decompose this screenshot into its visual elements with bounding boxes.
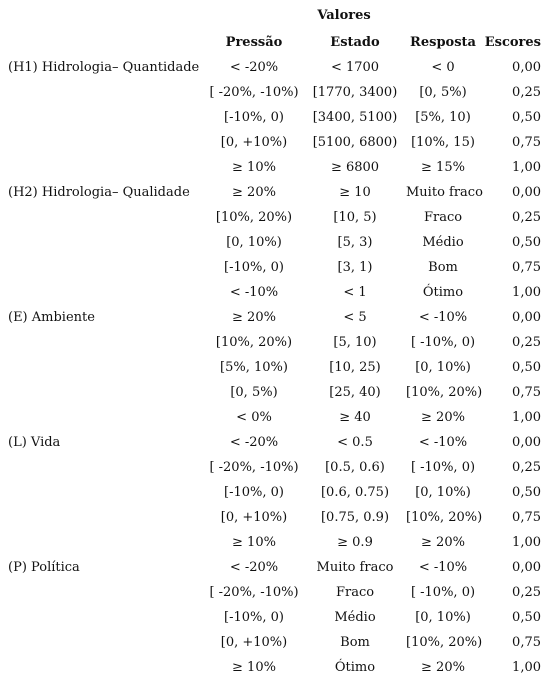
estado-cell: ≥ 40	[339, 410, 371, 425]
escore-cell: 0,50	[512, 360, 541, 375]
table-row	[0, 255, 549, 280]
estado-cell: ≥ 0.9	[337, 535, 373, 550]
table-row	[0, 305, 549, 330]
table-body	[0, 55, 549, 680]
escore-cell: 0,00	[512, 435, 541, 450]
table-row	[0, 155, 549, 180]
escore-cell: 1,00	[512, 535, 541, 550]
table-row	[0, 505, 549, 530]
estado-cell: Muito fraco	[316, 560, 394, 575]
table-row	[0, 480, 549, 505]
estado-cell: [10, 5)	[333, 210, 377, 225]
estado-cell: Médio	[334, 610, 376, 625]
pressao-cell: [-10%, 0)	[224, 610, 284, 625]
estado-cell: [0.6, 0.75)	[320, 485, 390, 500]
indicator-name: (L) Vida	[8, 435, 61, 450]
resposta-cell: [ -10%, 0)	[410, 460, 476, 475]
pressao-cell: ≥ 10%	[232, 660, 276, 675]
pressao-cell: [0, +10%)	[220, 635, 288, 650]
indicator-name-empty	[0, 480, 204, 505]
resposta-cell: [0, 10%)	[415, 610, 471, 625]
resposta-cell: [0, 10%)	[415, 360, 471, 375]
indicator-column-header	[0, 30, 204, 55]
column-header-estado: Estado	[330, 35, 380, 50]
escore-cell: 0,75	[512, 260, 541, 275]
estado-cell: [10, 25)	[329, 360, 381, 375]
resposta-cell: [10%, 20%)	[406, 385, 483, 400]
escore-cell: 1,00	[512, 160, 541, 175]
estado-cell: [5, 3)	[337, 235, 373, 250]
table-row	[0, 55, 549, 80]
indicator-name: (H1) Hidrologia– Quantidade	[8, 60, 200, 75]
indicator-name: (E) Ambiente	[8, 310, 95, 325]
table-row	[0, 355, 549, 380]
table-row	[0, 455, 549, 480]
escore-cell: 0,75	[512, 510, 541, 525]
table-row	[0, 130, 549, 155]
indicator-name: (P) Política	[8, 560, 80, 575]
estado-cell: Fraco	[335, 585, 375, 600]
table-row	[0, 580, 549, 605]
escore-cell: 0,25	[512, 85, 541, 100]
resposta-cell: [10%, 15)	[411, 135, 475, 150]
pressao-cell: [0, +10%)	[220, 510, 288, 525]
escore-cell: 0,25	[512, 335, 541, 350]
table-row	[0, 555, 549, 580]
pressao-cell: < -20%	[229, 60, 279, 75]
pressao-cell: < 0%	[236, 410, 272, 425]
estado-cell: < 5	[343, 310, 367, 325]
pressao-cell: [ -20%, -10%)	[209, 85, 299, 100]
indicator-name-empty	[0, 105, 204, 130]
indicator-name: (H2) Hidrologia– Qualidade	[8, 185, 190, 200]
resposta-cell: Médio	[422, 235, 464, 250]
column-header-resposta: Resposta	[410, 35, 476, 50]
resposta-cell: Muito fraco	[406, 185, 483, 200]
estado-cell: Bom	[340, 635, 370, 650]
pressao-cell: [10%, 20%)	[215, 335, 293, 350]
indicator-name-empty	[0, 155, 204, 180]
indicator-name-empty	[0, 230, 204, 255]
pressao-cell: < -20%	[229, 560, 279, 575]
estado-cell: [0.5, 0.6)	[325, 460, 385, 475]
pressao-cell: < -10%	[229, 285, 279, 300]
scores-table	[0, 30, 549, 680]
pressao-cell: [0, +10%)	[220, 135, 288, 150]
escore-cell: 0,00	[512, 60, 541, 75]
values-group-header: Valores	[317, 8, 371, 23]
escore-cell: 1,00	[512, 285, 541, 300]
pressao-cell: [ -20%, -10%)	[209, 585, 299, 600]
indicator-name-empty	[0, 280, 204, 305]
escore-cell: 0,75	[512, 635, 541, 650]
escore-cell: 0,75	[512, 385, 541, 400]
pressao-cell: ≥ 10%	[232, 535, 276, 550]
table-row	[0, 530, 549, 555]
resposta-cell: [5%, 10)	[415, 110, 471, 125]
resposta-cell: ≥ 20%	[421, 535, 465, 550]
resposta-cell: < 0	[431, 60, 455, 75]
estado-cell: [5100, 6800)	[312, 135, 398, 150]
escore-cell: 0,00	[512, 185, 541, 200]
table-row	[0, 430, 549, 455]
escore-cell: 0,50	[512, 235, 541, 250]
table-row	[0, 380, 549, 405]
estado-cell: < 1	[343, 285, 367, 300]
indicator-name-empty	[0, 255, 204, 280]
estado-cell: ≥ 6800	[330, 160, 380, 175]
pressao-cell: [5%, 10%)	[220, 360, 288, 375]
estado-cell: [3, 1)	[337, 260, 373, 275]
column-header-escores: Escores	[484, 35, 541, 50]
resposta-cell: [10%, 20%)	[406, 510, 483, 525]
estado-cell: [0.75, 0.9)	[320, 510, 390, 525]
pressao-cell: [-10%, 0)	[224, 485, 284, 500]
indicator-name-empty	[0, 380, 204, 405]
indicator-name-empty	[0, 130, 204, 155]
escore-cell: 0,50	[512, 610, 541, 625]
pressao-cell: [-10%, 0)	[224, 260, 284, 275]
pressao-cell: < -20%	[229, 435, 279, 450]
pressao-cell: [-10%, 0)	[224, 110, 284, 125]
escore-cell: 0,75	[512, 135, 541, 150]
indicator-name-empty	[0, 605, 204, 630]
indicator-name-empty	[0, 330, 204, 355]
estado-cell: [1770, 3400)	[312, 85, 398, 100]
indicator-name-empty	[0, 205, 204, 230]
pressao-cell: [0, 10%)	[226, 235, 282, 250]
escore-cell: 0,50	[512, 485, 541, 500]
resposta-cell: Fraco	[423, 210, 463, 225]
pressao-cell: ≥ 20%	[232, 310, 276, 325]
indicator-name-empty	[0, 405, 204, 430]
estado-cell: < 0.5	[337, 435, 373, 450]
resposta-cell: < -10%	[418, 435, 468, 450]
estado-cell: Ótimo	[334, 660, 376, 675]
escore-cell: 0,00	[512, 310, 541, 325]
indicator-name-empty	[0, 530, 204, 555]
table-row	[0, 230, 549, 255]
estado-cell: ≥ 10	[339, 185, 371, 200]
indicator-name-empty	[0, 355, 204, 380]
resposta-cell: [0, 10%)	[415, 485, 471, 500]
estado-cell: [3400, 5100)	[312, 110, 398, 125]
table-row	[0, 280, 549, 305]
indicator-name-empty	[0, 80, 204, 105]
resposta-cell: Bom	[428, 260, 458, 275]
escore-cell: 0,25	[512, 210, 541, 225]
resposta-cell: ≥ 20%	[421, 410, 465, 425]
estado-cell: [5, 10)	[333, 335, 377, 350]
escore-cell: 0,25	[512, 460, 541, 475]
table-row	[0, 105, 549, 130]
resposta-cell: < -10%	[418, 310, 468, 325]
resposta-cell: < -10%	[418, 560, 468, 575]
table-row	[0, 630, 549, 655]
indicator-name-empty	[0, 655, 204, 680]
pressao-cell: ≥ 10%	[232, 160, 276, 175]
resposta-cell: [ -10%, 0)	[410, 585, 476, 600]
escore-cell: 0,00	[512, 560, 541, 575]
table-row	[0, 405, 549, 430]
estado-cell: [25, 40)	[329, 385, 381, 400]
pressao-cell: [0, 5%)	[230, 385, 278, 400]
column-header-pressao: Pressão	[225, 35, 283, 50]
pressao-cell: [ -20%, -10%)	[209, 460, 299, 475]
resposta-cell: [0, 5%)	[419, 85, 467, 100]
escore-cell: 1,00	[512, 410, 541, 425]
pressao-cell: [10%, 20%)	[215, 210, 293, 225]
indicator-name-empty	[0, 505, 204, 530]
resposta-cell: ≥ 15%	[421, 160, 465, 175]
escore-cell: 0,25	[512, 585, 541, 600]
resposta-cell: [10%, 20%)	[406, 635, 483, 650]
table-row	[0, 655, 549, 680]
indicator-name-empty	[0, 580, 204, 605]
table-row	[0, 80, 549, 105]
table-row	[0, 205, 549, 230]
table-row	[0, 330, 549, 355]
estado-cell: < 1700	[330, 60, 380, 75]
indicator-name-empty	[0, 630, 204, 655]
pressao-cell: ≥ 20%	[232, 185, 276, 200]
column-header-row	[0, 30, 549, 55]
resposta-cell: ≥ 20%	[421, 660, 465, 675]
resposta-cell: Ótimo	[422, 285, 464, 300]
resposta-cell: [ -10%, 0)	[410, 335, 476, 350]
table-row	[0, 605, 549, 630]
escore-cell: 1,00	[512, 660, 541, 675]
indicator-name-empty	[0, 455, 204, 480]
escore-cell: 0,50	[512, 110, 541, 125]
table-row	[0, 180, 549, 205]
